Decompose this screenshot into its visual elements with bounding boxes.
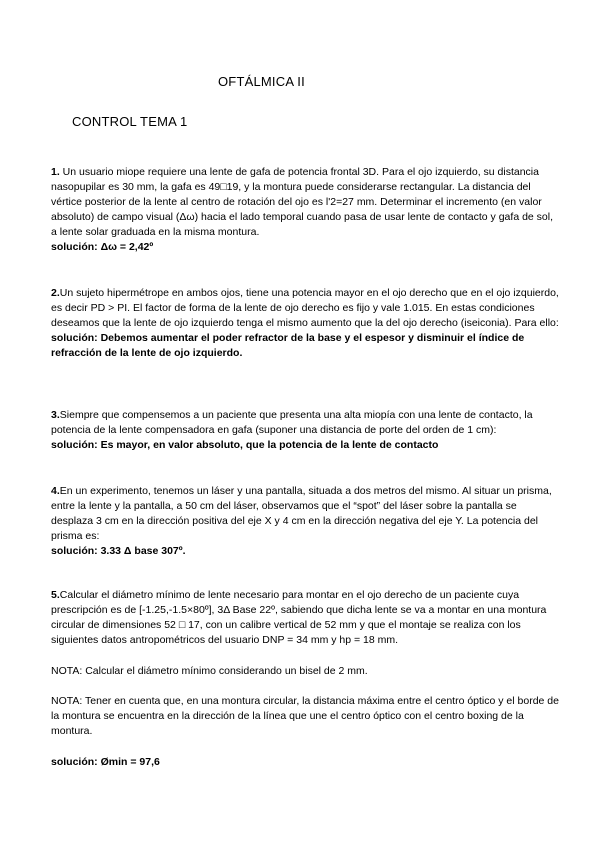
question-number: 1. xyxy=(51,166,60,178)
question-1 xyxy=(51,165,561,255)
question-3 xyxy=(51,408,561,453)
document-title: OFTÁLMICA II xyxy=(218,74,305,89)
question-4 xyxy=(51,484,561,559)
question-solution: solución: Ømin = 97,6 xyxy=(51,756,160,768)
question-number: 5. xyxy=(51,589,60,601)
question-solution: solución: Δω = 2,42º xyxy=(51,241,154,253)
question-solution: solución: Es mayor, en valor absoluto, que la potencia de la lente de contacto xyxy=(51,439,439,451)
question-solution: solución: Debemos aumentar el poder refractor de la base y el espesor y disminuir el índice de refracción de la lente de ojo izquierdo. xyxy=(51,332,525,359)
question-number: 2. xyxy=(51,287,60,299)
question-body: Calcular el diámetro mínimo de lente necesario para montar en el ojo derecho de un paciente cuya prescripción es de [-1.25,-1.5×80º], 3Δ Base 22º, sabiendo que dicha lente se va a montar en una montura circular de dimensiones 52 □ 17, con un calibre vertical de 52 mm y que el montaje se realiza con los siguientes datos antropométricos del usuario DNP = 34 mm y hp = 18 mm. xyxy=(51,589,547,646)
question-text xyxy=(51,484,561,544)
question-body: En un experimento, tenemos un láser y una pantalla, situada a dos metros del mismo. Al situar un prisma, entre la lente y la pantalla, a 50 cm del láser, observamos que el “spot” del láser sobre la pantalla se desplaza 3 cm en la dirección positiva del eje X y 4 cm en la dirección negativa del eje Y. La potencia del prisma es: xyxy=(51,485,552,542)
note-bevel: NOTA: Calcular el diámetro mínimo considerando un bisel de 2 mm. xyxy=(51,665,368,677)
note-circular-frame: NOTA: Tener en cuenta que, en una montura circular, la distancia máxima entre el centro óptico y el borde de la montura se encuentra en la dirección de la línea que une el centro óptico con el centro boxing de la montura. xyxy=(51,695,559,737)
document-subtitle: CONTROL TEMA 1 xyxy=(72,114,188,129)
question-body: Siempre que compensemos a un paciente que presenta una alta miopía con una lente de contacto, la potencia de la lente compensadora en gafa (suponer una distancia de porte del orden de 1 cm): xyxy=(51,409,533,436)
question-body: Un usuario miope requiere una lente de gafa de potencia frontal 3D. Para el ojo izquierdo, su distancia nasopupilar es 30 mm, la gafa es 49□19, y la montura puede considerarse rectangular. La distancia del vértice posterior de la lente al centro de rotación del ojo es l'2=27 mm. Determinar el incremento (en valor absoluto) de campo visual (Δω) hacia el lado temporal cuando pasa de usar lente de contacto y gafa de sol, a lente solar graduada en la misma montura. xyxy=(51,166,554,238)
question-number: 3. xyxy=(51,409,60,421)
question-text xyxy=(51,408,561,438)
question-2 xyxy=(51,286,561,361)
question-text xyxy=(51,286,561,331)
question-text xyxy=(51,588,561,648)
question-5 xyxy=(51,588,561,648)
question-body: Un sujeto hipermétrope en ambos ojos, tiene una potencia mayor en el ojo derecho que en el ojo izquierdo, es decir PD > PI. El factor de forma de la lente de ojo derecho es fijo y vale 1.015. En estas condiciones deseamos que la lente de ojo izquierdo tenga el mismo aumento que la del ojo derecho (iseiconia). Para ello: xyxy=(51,287,559,329)
question-solution: solución: 3.33 Δ base 307º. xyxy=(51,545,186,557)
question-text xyxy=(51,165,561,240)
question-number: 4. xyxy=(51,485,60,497)
